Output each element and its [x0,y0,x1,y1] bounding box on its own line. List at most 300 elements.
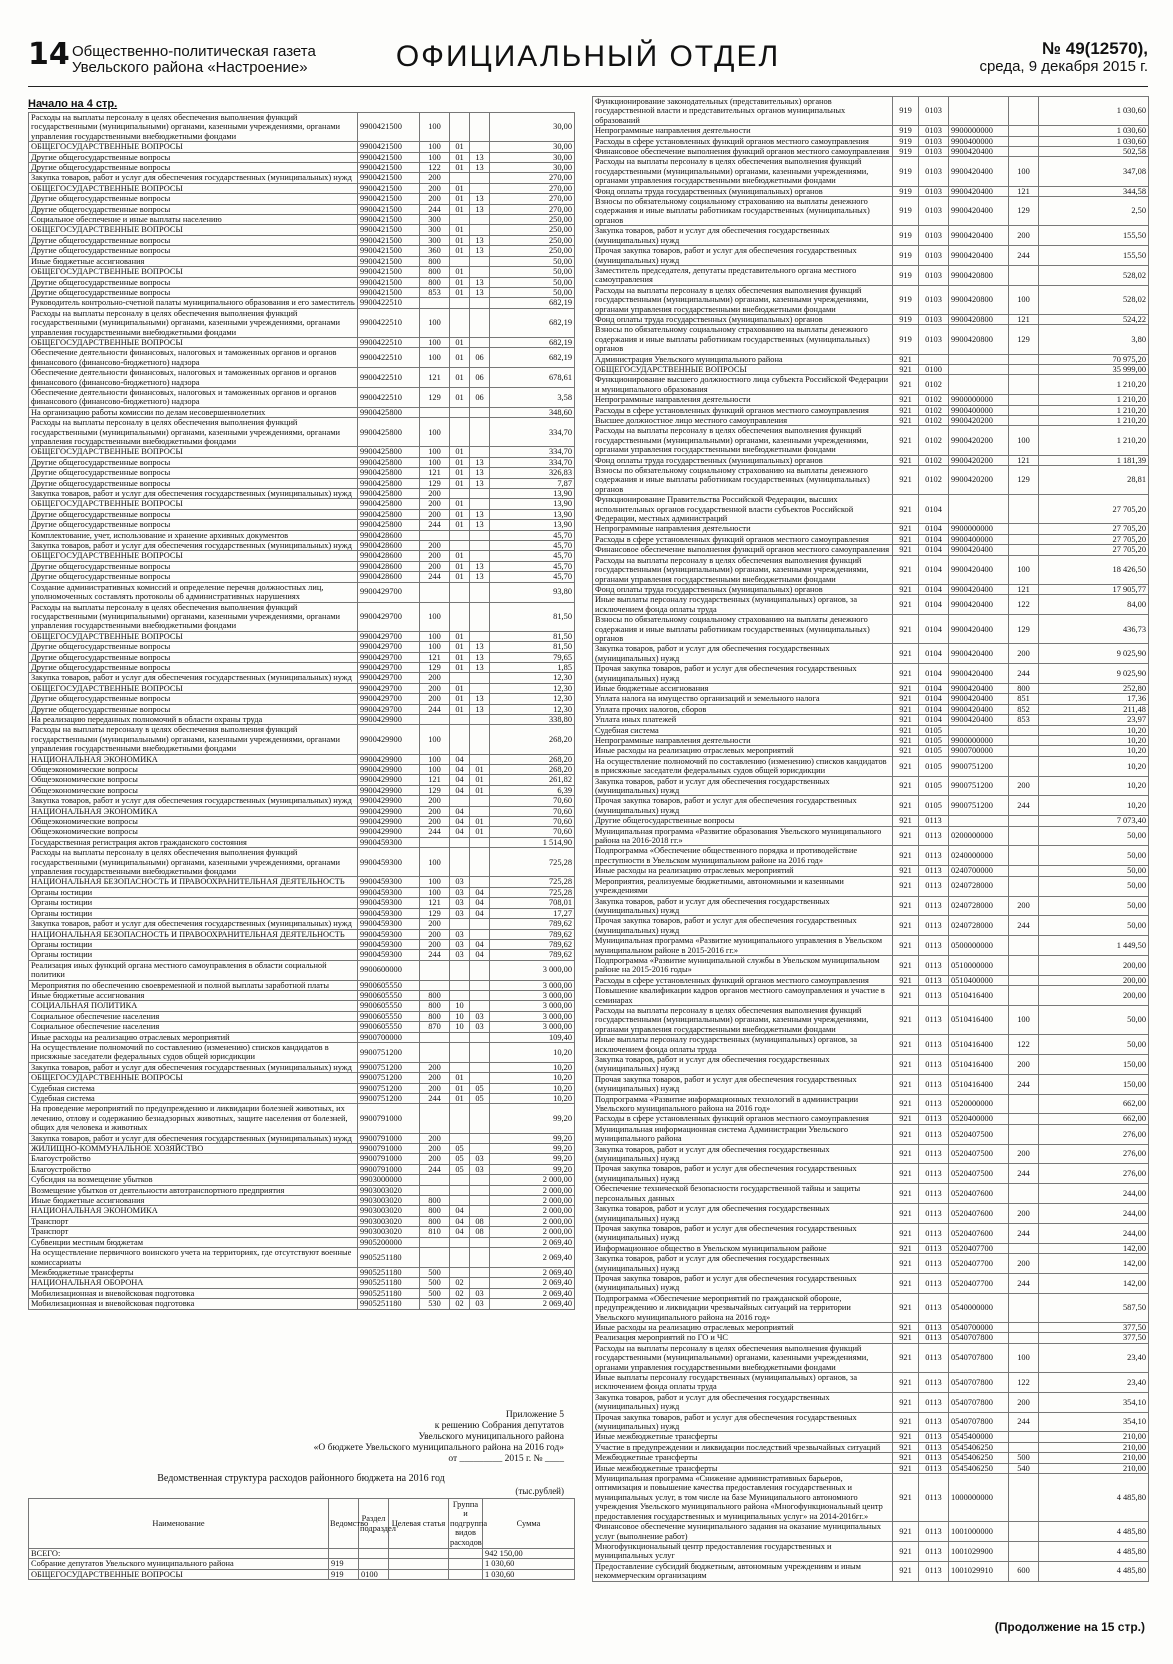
table-cell: Иные выплаты персоналу государственных (муниципальных) органов, за исключением фонда оплаты труда [593,1373,893,1393]
table-cell [470,919,490,929]
table-row [29,1144,575,1154]
table-cell: 244 [1009,1412,1039,1432]
table-cell [470,725,490,754]
table-cell: 9905200000 [358,1237,420,1247]
table-row [593,615,1149,644]
table-cell: 200 [420,489,450,499]
table-row [29,1094,575,1104]
table-cell: 01 [450,387,470,407]
table-cell: 100 [1009,1005,1039,1034]
table-cell: 0103 [919,186,949,196]
table-cell: Закупка товаров, работ и услуг для обеспечения государственных (муниципальных) нужд [593,1055,893,1075]
table-row [593,1164,1149,1184]
table-cell: 0113 [919,1522,949,1542]
table-cell: 13,90 [490,509,575,519]
table-cell: 01 [450,337,470,347]
table-cell: 150,00 [1039,1074,1149,1094]
table-cell: Подпрограмма «Развитие муниципальной службы в Увельском муниципальном районе на 2015-2016 годы» [593,955,893,975]
table-row [593,826,1149,846]
table-row [29,887,575,897]
table-row [29,929,575,939]
table-cell: 789,62 [490,929,575,939]
table-cell: 200 [420,541,450,551]
table-row [29,908,575,918]
table-cell: 05 [450,1164,470,1174]
table-cell: 528,02 [1039,285,1149,314]
table-cell [420,1042,450,1062]
table-cell: 250,00 [490,215,575,225]
table-cell [420,1185,450,1195]
table-cell: 30,00 [490,113,575,142]
table-cell [1009,746,1039,756]
table-cell: 100 [1009,157,1039,186]
table-cell: 347,08 [1039,157,1149,186]
table-cell: 0113 [919,876,949,896]
table-cell: 0113 [919,1541,949,1561]
table-cell: На осуществление первичного воинского учета на территориях, где отсутствуют военные комиссариаты [29,1248,358,1268]
table-cell: 921 [893,1254,919,1274]
table-row [29,765,575,775]
table-cell [450,530,470,540]
table-cell: 04 [450,817,470,827]
table-cell: 0240700000 [949,866,1009,876]
table-cell: Фонд оплаты труда государственных (муниципальных) органов [593,186,893,196]
table-cell: 4 485,80 [1039,1561,1149,1581]
table-cell: 244 [1009,246,1039,266]
table-cell: 30,00 [490,142,575,152]
table-cell [450,837,470,847]
table-cell: 921 [893,936,919,956]
table-cell: 142,00 [1039,1273,1149,1293]
table-row [593,1463,1149,1473]
table-cell: 06 [470,348,490,368]
table-cell: 9905251180 [358,1278,420,1288]
table-row [29,215,575,225]
table-cell: 338,80 [490,714,575,724]
table-cell: 244 [420,520,450,530]
table-cell: 100 [420,457,450,467]
table-cell: 129 [420,662,450,672]
table-cell [450,796,470,806]
table-cell: 9900400000 [949,136,1009,146]
table-cell [470,215,490,225]
table-cell [420,1032,450,1042]
table-cell [1009,846,1039,866]
table-cell: 500 [1009,1453,1039,1463]
table-cell: 9900420400 [949,644,1009,664]
table-row [593,1541,1149,1561]
table-cell [1009,354,1039,364]
table-cell: 587,50 [1039,1293,1149,1322]
table-cell: Другие общегосударственные вопросы [29,152,358,162]
table-cell: 300 [420,225,450,235]
table-cell: 9900420400 [949,157,1009,186]
table-cell: 30,00 [490,152,575,162]
table-cell: 03 [450,950,470,960]
table-cell: Фонд оплаты труда государственных (муниципальных) органов [593,455,893,465]
table-cell: 9900425800 [358,447,420,457]
table-cell: 9900751200 [949,776,1009,796]
table-cell: 0520400000 [949,1114,1009,1124]
table-row [29,1083,575,1093]
table-cell: Социальное обеспечение населения [29,1022,358,1032]
table-cell: 682,19 [490,308,575,337]
table-row [593,555,1149,584]
table-cell: 122 [1009,1373,1039,1393]
table-cell: 1 181,39 [1039,455,1149,465]
table-cell: 129 [1009,325,1039,354]
table-cell: 13 [470,152,490,162]
table-cell: 13 [470,468,490,478]
table-cell [450,673,470,683]
table-cell [470,1001,490,1011]
table-cell [450,1196,470,1206]
table-cell: Муниципальная информационная система Администрации Увельского муниципального района [593,1124,893,1144]
table-cell [450,418,470,447]
table-cell: СОЦИАЛЬНАЯ ПОЛИТИКА [29,1001,358,1011]
table-cell: 13 [470,163,490,173]
table-cell: Расходы в сфере установленных функций органов местного самоуправления [593,1114,893,1124]
table-cell: НАЦИОНАЛЬНАЯ БЕЗОПАСНОСТЬ И ПРАВООХРАНИТЕЛЬНАЯ ДЕЯТЕЛЬНОСТЬ [29,929,358,939]
table-row [29,1549,575,1559]
table-cell: 360 [420,246,450,256]
table-cell: 200 [1009,1254,1039,1274]
table-cell: 682,19 [490,298,575,308]
table-row [29,898,575,908]
table-row [593,1561,1149,1581]
table-cell: 50,00 [1039,876,1149,896]
table-cell: 200 [420,939,450,949]
table-cell: Общеэкономические вопросы [29,827,358,837]
table-cell: 0510416400 [949,1035,1009,1055]
table-cell: 9900421500 [358,246,420,256]
table-cell [470,1175,490,1185]
table-cell: 129 [420,908,450,918]
table-cell: 06 [470,387,490,407]
table-cell: 9900459300 [358,848,420,877]
table-cell: 9900420800 [949,285,1009,314]
table-cell: 01 [450,368,470,388]
table-cell: 9 025,90 [1039,644,1149,664]
appendix-unit: (тыс.рублей) [515,1486,564,1496]
table-cell: 9900459300 [358,877,420,887]
table-cell: 155,50 [1039,246,1149,266]
table-cell [450,308,470,337]
table-row [593,395,1149,405]
table-cell: 921 [893,683,919,693]
right-column [592,96,1148,1582]
table-cell [470,256,490,266]
table-row [593,1474,1149,1522]
table-cell: 2 000,00 [490,1206,575,1216]
table-cell: 921 [893,1005,919,1034]
table-cell: Собрание депутатов Увельского муниципального района [29,1559,329,1569]
table-row [29,163,575,173]
table-row [29,337,575,347]
table-cell: 0113 [919,1055,949,1075]
table-cell: 1 210,20 [1039,405,1149,415]
table-cell: 129 [1009,466,1039,495]
table-row [593,1412,1149,1432]
table-cell: 810 [420,1227,450,1237]
table-cell: 23,40 [1039,1343,1149,1372]
table-row [593,1005,1149,1034]
table-cell: 03 [470,1288,490,1298]
table-cell: 921 [893,405,919,415]
table-cell: На проведение мероприятий по предупреждению и ликвидации болезней животных, их лечению, отлову и содержанию безнадзорных животных, защите населения от болезней, общих для человека и животных [29,1104,358,1133]
table-cell: 0113 [919,1373,949,1393]
table-row [593,1392,1149,1412]
table-cell: ОБЩЕГОСУДАРСТВЕННЫЕ ВОПРОСЫ [29,1073,358,1083]
left-column [28,96,574,1310]
table-cell: Закупка товаров, работ и услуг для обеспечения государственных (муниципальных) нужд [593,1392,893,1412]
table-cell: Расходы на выплаты персоналу в целях обеспечения выполнения функций государственными (муниципальными) органами, казенными учреждениями, органами управления государственными внебюджетными фондами [593,426,893,455]
table-cell: 0113 [919,1094,949,1114]
table-cell: ОБЩЕГОСУДАРСТВЕННЫЕ ВОПРОСЫ [29,267,358,277]
table-cell: 01 [450,235,470,245]
table-cell [359,1559,389,1569]
table-row [29,457,575,467]
table-cell: 530 [420,1299,450,1309]
table-cell: 9900420400 [949,715,1009,725]
table-row [593,1343,1149,1372]
table-cell: 0113 [919,975,949,985]
table-cell: ОБЩЕГОСУДАРСТВЕННЫЕ ВОПРОСЫ [29,499,358,509]
table-row [29,1288,575,1298]
table-cell: 13 [470,277,490,287]
table-cell: 01 [450,277,470,287]
table-cell: 121 [420,468,450,478]
table-cell: 9903003020 [358,1227,420,1237]
table-cell: 0102 [919,405,949,415]
table-cell: 12,30 [490,694,575,704]
table-cell [389,1549,449,1559]
table-cell: 121 [420,368,450,388]
table-cell: 2 069,40 [490,1288,575,1298]
table-cell: 200 [1009,776,1039,796]
table-cell: 13 [470,478,490,488]
table-cell [1009,816,1039,826]
table-cell: 540 [1009,1463,1039,1473]
table-cell: 0520407600 [949,1184,1009,1204]
table-cell: 921 [893,1522,919,1542]
table-cell: 9900420800 [949,325,1009,354]
table-row [29,1299,575,1309]
table-row [593,664,1149,684]
table-cell: 0540707800 [949,1373,1009,1393]
table-cell: 2,50 [1039,197,1149,226]
table-cell: 0113 [919,916,949,936]
table-cell: 129 [1009,615,1039,644]
table-cell: 0113 [919,1254,949,1274]
table-cell: Благоустройство [29,1154,358,1164]
table-cell: 919 [893,136,919,146]
table-cell: Комплектование, учет, использование и хранение архивных документов [29,530,358,540]
table-cell: 9900459300 [358,837,420,847]
table-cell [470,714,490,724]
table-cell: 9900421500 [358,204,420,214]
table-cell: 45,70 [490,541,575,551]
table-row [593,683,1149,693]
table-cell [450,407,470,417]
table-cell: 2 069,40 [490,1237,575,1247]
table-cell [420,1248,450,1268]
table-cell: 200 [420,499,450,509]
table-row [29,806,575,816]
table-cell: 01 [450,1094,470,1104]
table-cell: 200 [420,1083,450,1093]
table-cell: 0545400000 [949,1432,1009,1442]
table-row [593,1293,1149,1322]
table-cell: 2 000,00 [490,1216,575,1226]
table-cell: 10,20 [490,1062,575,1072]
table-cell: Иные расходы на реализацию отраслевых мероприятий [593,1322,893,1332]
table-cell: Расходы на выплаты персоналу в целях обеспечения выполнения функций государственными (муниципальными) органами, казенными учреждениями, органами управления государственными внебюджетными фондами [593,157,893,186]
table-row [29,990,575,1000]
table-cell: 200 [420,561,450,571]
table-cell: 9900429700 [358,582,420,602]
table-cell: 13 [470,572,490,582]
table-row [593,1243,1149,1253]
table-cell [470,530,490,540]
table-cell: 800 [420,1001,450,1011]
table-cell: 17,36 [1039,694,1149,704]
table-cell: 1 210,20 [1039,375,1149,395]
table-cell: 10,20 [490,1094,575,1104]
table-cell: Закупка товаров, работ и услуг для обеспечения государственных (муниципальных) нужд [29,1133,358,1143]
table-cell: 9900605550 [358,990,420,1000]
table-cell [450,1267,470,1277]
table-cell: 0113 [919,1223,949,1243]
table-cell [470,602,490,631]
table-cell: Другие общегосударственные вопросы [29,694,358,704]
table-cell: 04 [470,939,490,949]
table-cell: Иные расходы на реализацию отраслевых мероприятий [29,1032,358,1042]
table-cell: Другие общегосударственные вопросы [29,204,358,214]
table-cell: 0113 [919,955,949,975]
table-cell: 200 [420,817,450,827]
table-cell: Иные бюджетные ассигнования [29,990,358,1000]
table-row [593,1094,1149,1114]
table-cell: ЖИЛИЩНО-КОММУНАЛЬНОЕ ХОЗЯЙСТВО [29,1144,358,1154]
table-cell: 919 [893,147,919,157]
table-cell: 0104 [919,644,949,664]
table-cell: 100 [420,765,450,775]
table-cell: 870 [420,1022,450,1032]
table-cell: 1 030,60 [483,1569,575,1579]
table-cell: 921 [893,455,919,465]
table-cell: Непрограммные направления деятельности [593,524,893,534]
table-row [29,194,575,204]
table-cell: 0103 [919,226,949,246]
table-cell [470,1144,490,1154]
table-cell: 250,00 [490,225,575,235]
table-cell [450,990,470,1000]
table-cell: 100 [420,877,450,887]
table-cell: 121 [420,898,450,908]
table-cell: 01 [450,468,470,478]
table-row [29,939,575,949]
table-cell: Функционирование законодательных (представительных) органов государственной власти и представительных органов муниципальных образований [593,97,893,126]
table-cell: Взносы по обязательному социальному страхованию на выплаты денежного содержания и иные выплаты работникам государственных (муниципальных) органов [593,325,893,354]
table-cell: 3,58 [490,387,575,407]
table-cell: 9900425800 [358,418,420,447]
table-cell: 100 [420,337,450,347]
table-cell: 921 [893,354,919,364]
table-cell: 01 [450,152,470,162]
table-cell [1009,986,1039,1006]
table-cell: Обеспечение технической безопасности государственной тайны и защиты персональных данных [593,1184,893,1204]
table-cell: 9900421500 [358,235,420,245]
table-row [593,1373,1149,1393]
table-cell: 0103 [919,136,949,146]
table-cell: 13 [470,235,490,245]
table-cell: 200 [420,806,450,816]
table-cell: 244 [420,704,450,714]
table-cell: Мобилизационная и вневойсковая подготовка [29,1299,358,1309]
table-cell: 921 [893,704,919,714]
table-cell: 99,20 [490,1154,575,1164]
table-cell: 05 [470,1094,490,1104]
table-cell: 0540707800 [949,1333,1009,1343]
table-cell: 377,50 [1039,1322,1149,1332]
table-cell: 921 [893,986,919,1006]
table-cell: 9900751200 [949,756,1009,776]
table-cell: Закупка товаров, работ и услуг для обеспечения государственных (муниципальных) нужд [593,896,893,916]
table-cell: 13 [470,652,490,662]
department-title: ОФИЦИАЛЬНЫЙ ОТДЕЛ [395,40,781,73]
table-cell: 919 [893,126,919,136]
table-cell: 200,00 [1039,955,1149,975]
table-cell: 0520407700 [949,1254,1009,1274]
table-cell: Другие общегосударственные вопросы [29,509,358,519]
table-cell [470,960,490,980]
table-cell [389,1569,449,1579]
table-cell: 50,00 [490,277,575,287]
table-cell: 0113 [919,1273,949,1293]
col-header-section: Раздел подраздел [359,1499,389,1549]
table-cell: 100 [1009,1343,1039,1372]
table-row [593,197,1149,226]
table-cell [1009,756,1039,776]
table-row [593,986,1149,1006]
table-row [593,325,1149,354]
table-cell [470,113,490,142]
table-cell: 0102 [919,455,949,465]
table-row [593,375,1149,395]
table-cell: 79,65 [490,652,575,662]
table-cell: 01 [450,572,470,582]
table-cell: 921 [893,395,919,405]
table-cell: 9900420400 [949,226,1009,246]
table-cell: 06 [470,368,490,388]
table-cell: 9900428600 [358,541,420,551]
table-cell: Расходы на выплаты персоналу в целях обеспечения выполнения функций государственными (муниципальными) органами, казенными учреждениями, органами управления государственными внебюджетными фондами [593,1005,893,1034]
table-row [593,644,1149,664]
table-cell: 04 [470,898,490,908]
table-row [29,1278,575,1288]
table-cell [1009,725,1039,735]
col-header-dept: Ведомство [329,1499,359,1549]
table-cell: 10 [450,1011,470,1021]
table-row [29,246,575,256]
table-cell: 1000000000 [949,1474,1009,1522]
table-cell [470,1073,490,1083]
table-cell [450,489,470,499]
table-cell: 04 [450,754,470,764]
table-cell [470,298,490,308]
table-cell: Общеэкономические вопросы [29,817,358,827]
